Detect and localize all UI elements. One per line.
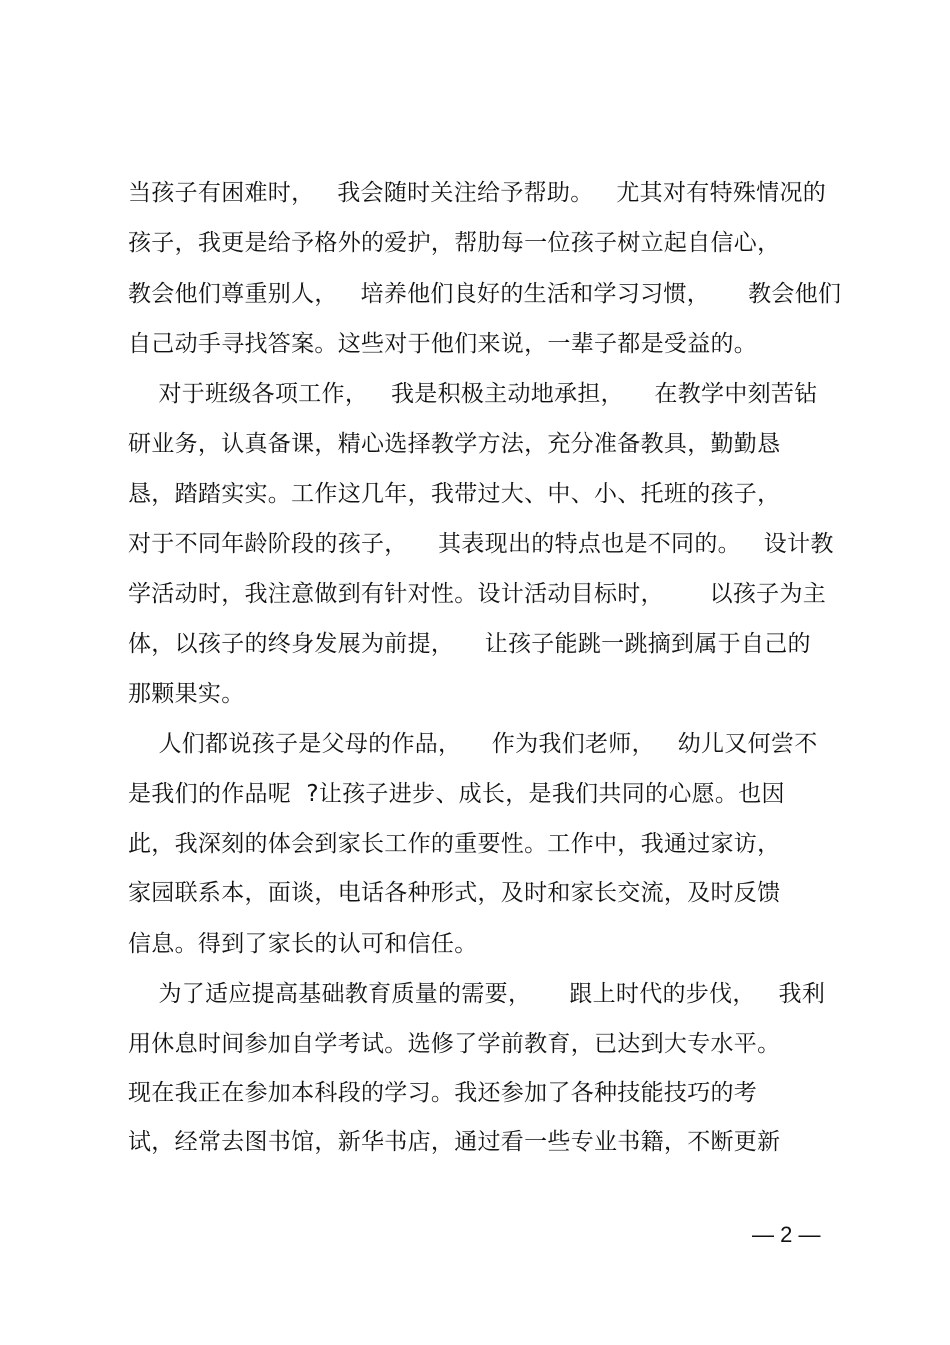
page-number: — 2 —	[752, 1222, 821, 1247]
text-line-15: 家园联系本，面谈，电话各种形式，及时和家长交流，及时反馈	[128, 880, 781, 906]
text-line-17: 为了适应提高基础教育质量的需要， 跟上时代的步伐， 我利	[128, 981, 826, 1007]
text-line-18: 用休息时间参加自学考试。选修了学前教育，已达到大专水平。	[128, 1031, 781, 1057]
text-line-8: 对于不同年龄阶段的孩子， 其表现出的特点也是不同的。 设计教	[128, 531, 834, 557]
text-line-11: 那颗果实。	[128, 681, 245, 707]
text-line-20: 试，经常去图书馆，新华书店，通过看一些专业书籍，不断更新	[128, 1129, 781, 1155]
text-line-14: 此，我深刻的体会到家长工作的重要性。工作中，我通过家访，	[128, 831, 781, 857]
text-line-1: 当孩子有困难时， 我会随时关注给予帮助。 尤其对有特殊情况的	[128, 180, 827, 206]
text-line-13: 是我们的作品呢 ?让孩子进步、成长，是我们共同的心愿。也因	[128, 781, 785, 807]
text-line-4: 自己动手寻找答案。这些对于他们来说，一辈子都是受益的。	[128, 331, 758, 357]
text-line-10: 体，以孩子的终身发展为前提， 让孩子能跳一跳摘到属于自己的	[128, 631, 811, 657]
text-line-5: 对于班级各项工作， 我是积极主动地承担， 在教学中刻苦钻	[128, 381, 818, 407]
text-line-7: 恳，踏踏实实。工作这几年，我带过大、中、小、托班的孩子，	[128, 481, 781, 507]
text-line-3: 教会他们尊重别人， 培养他们良好的生活和学习习惯， 教会他们	[128, 281, 842, 307]
text-line-9: 学活动时，我注意做到有针对性。设计活动目标时， 以孩子为主	[128, 581, 827, 607]
text-line-2: 孩子，我更是给予格外的爱护，帮肋每一位孩子树立起自信心，	[128, 230, 781, 256]
text-line-19: 现在我正在参加本科段的学习。我还参加了各种技能技巧的考	[128, 1080, 758, 1106]
text-line-12: 人们都说孩子是父母的作品， 作为我们老师， 幼儿又何尝不	[128, 731, 818, 757]
text-line-6: 研业务，认真备课，精心选择教学方法，充分准备教具，勤勤恳	[128, 431, 781, 457]
text-line-16: 信息。得到了家长的认可和信任。	[128, 931, 478, 957]
